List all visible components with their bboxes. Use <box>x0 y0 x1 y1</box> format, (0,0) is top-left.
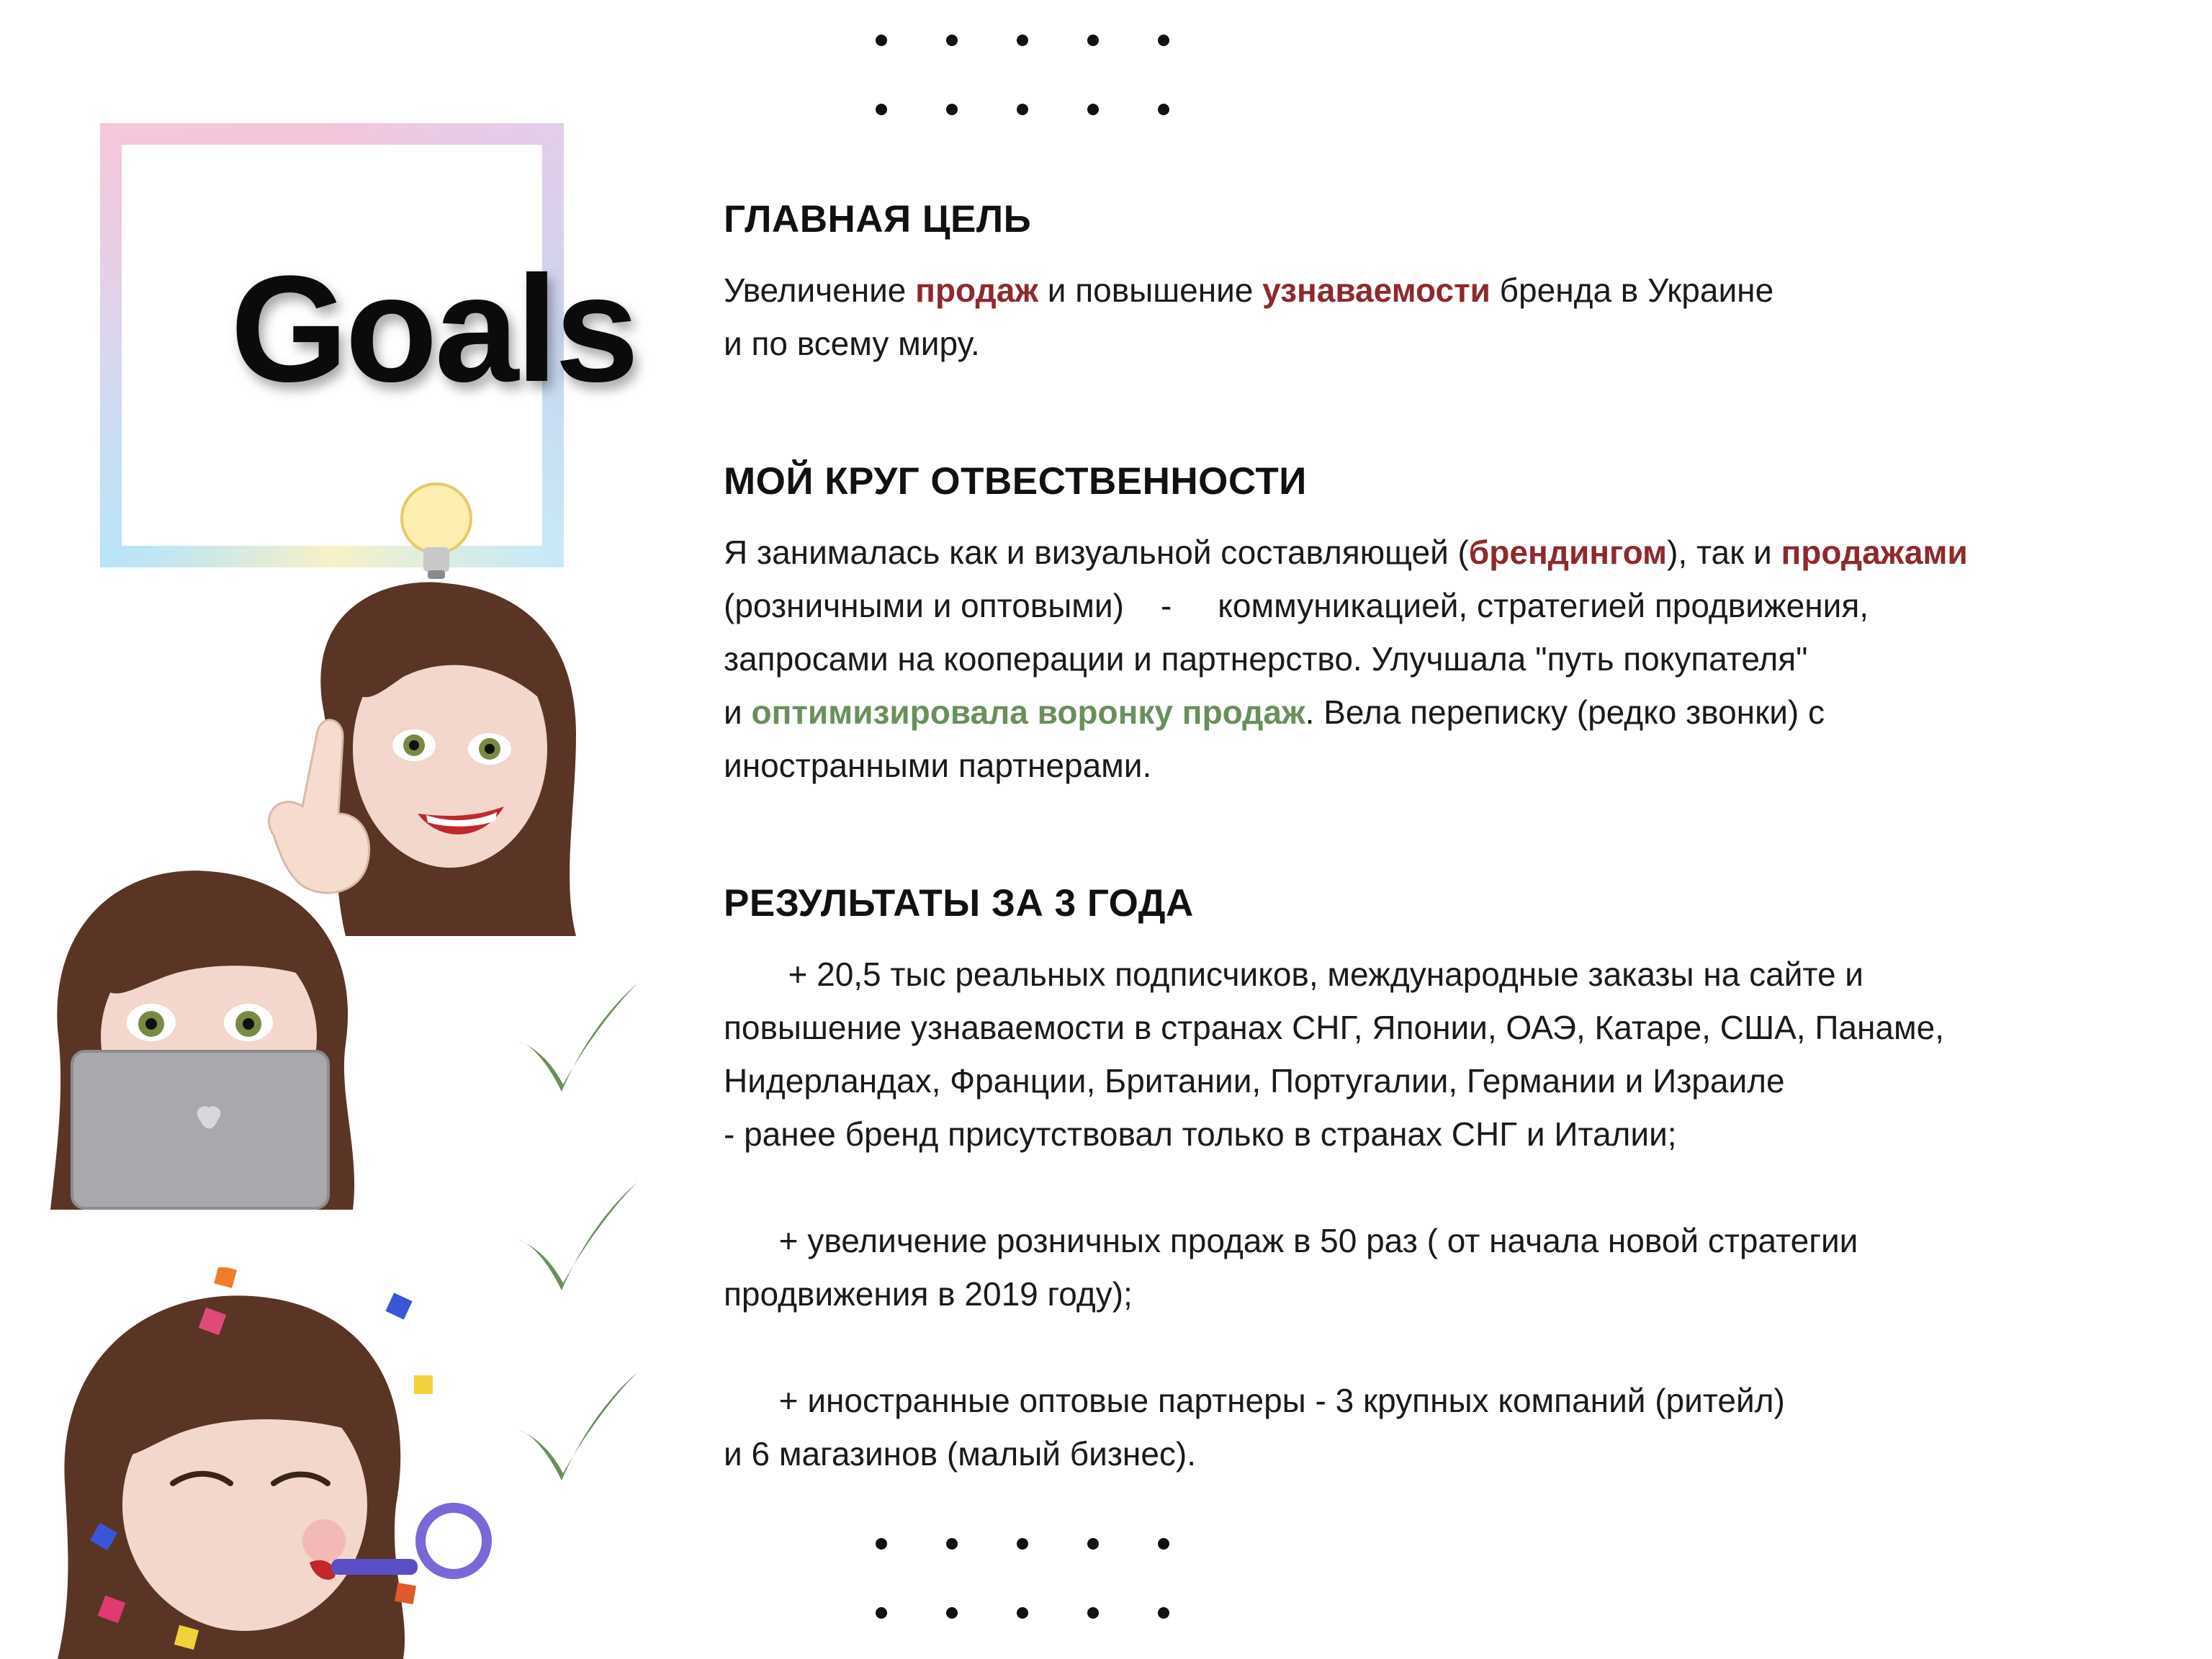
results-item-2-line: продвижения в 2019 году); <box>724 1275 1133 1313</box>
results-item-1-line: + 20,5 тыс реальных подписчиков, международные заказы на сайте и <box>724 956 1864 993</box>
goals-title: Goals <box>230 244 637 413</box>
laptop-memoji <box>43 857 367 1210</box>
results-item-1-line: повышение узнаваемости в странах СНГ, Японии, ОАЭ, Катаре, США, Панаме, <box>724 1009 1944 1046</box>
party-memoji <box>50 1267 497 1659</box>
responsibility-line-4: и оптимизировала воронку продаж. Вела переписку (редко звонки) с <box>724 693 1825 731</box>
bottom-dot-grid <box>876 1538 1178 1624</box>
responsibility-heading: МОЙ КРУГ ОТВЕСТВЕННОСТИ <box>724 460 1307 503</box>
top-dot-grid <box>876 35 1178 121</box>
check-icon <box>511 1365 641 1495</box>
check-icon <box>511 976 641 1106</box>
main-goal-line-2: и по всему миру. <box>724 325 980 362</box>
lightbulb-icon <box>402 484 471 579</box>
responsibility-line-5: иностранными партнерами. <box>724 747 1152 784</box>
responsibility-line-1: Я занималась как и визуальной составляющей (брендингом), так и продажами <box>724 534 1968 571</box>
responsibility-line-3: запросами на кооперации и партнерство. Улучшала "путь покупателя" <box>724 640 1808 678</box>
results-item-3-line: и 6 магазинов (малый бизнес). <box>724 1435 1196 1473</box>
results-item-1-line: Нидерландах, Франции, Британии, Португалии, Германии и Израиле <box>724 1062 1785 1100</box>
check-icon <box>511 1175 641 1305</box>
main-goal-line-1: Увеличение продаж и повышение узнаваемости бренда в Украине <box>724 271 1774 309</box>
results-item-2-line: + увеличение розничных продаж в 50 раз ( от начала новой стратегии <box>724 1222 1858 1259</box>
results-item-1-line: - ранее бренд присутствовал только в странах СНГ и Италии; <box>724 1115 1677 1153</box>
results-item-3-line: + иностранные оптовые партнеры - 3 крупных компаний (ритейл) <box>724 1382 1785 1419</box>
main-goal-heading: ГЛАВНАЯ ЦЕЛЬ <box>724 198 1032 240</box>
results-heading: РЕЗУЛЬТАТЫ ЗА 3 ГОДА <box>724 882 1194 925</box>
responsibility-line-2: (розничными и оптовыми) - коммуникацией, стратегией продвижения, <box>724 587 1869 624</box>
